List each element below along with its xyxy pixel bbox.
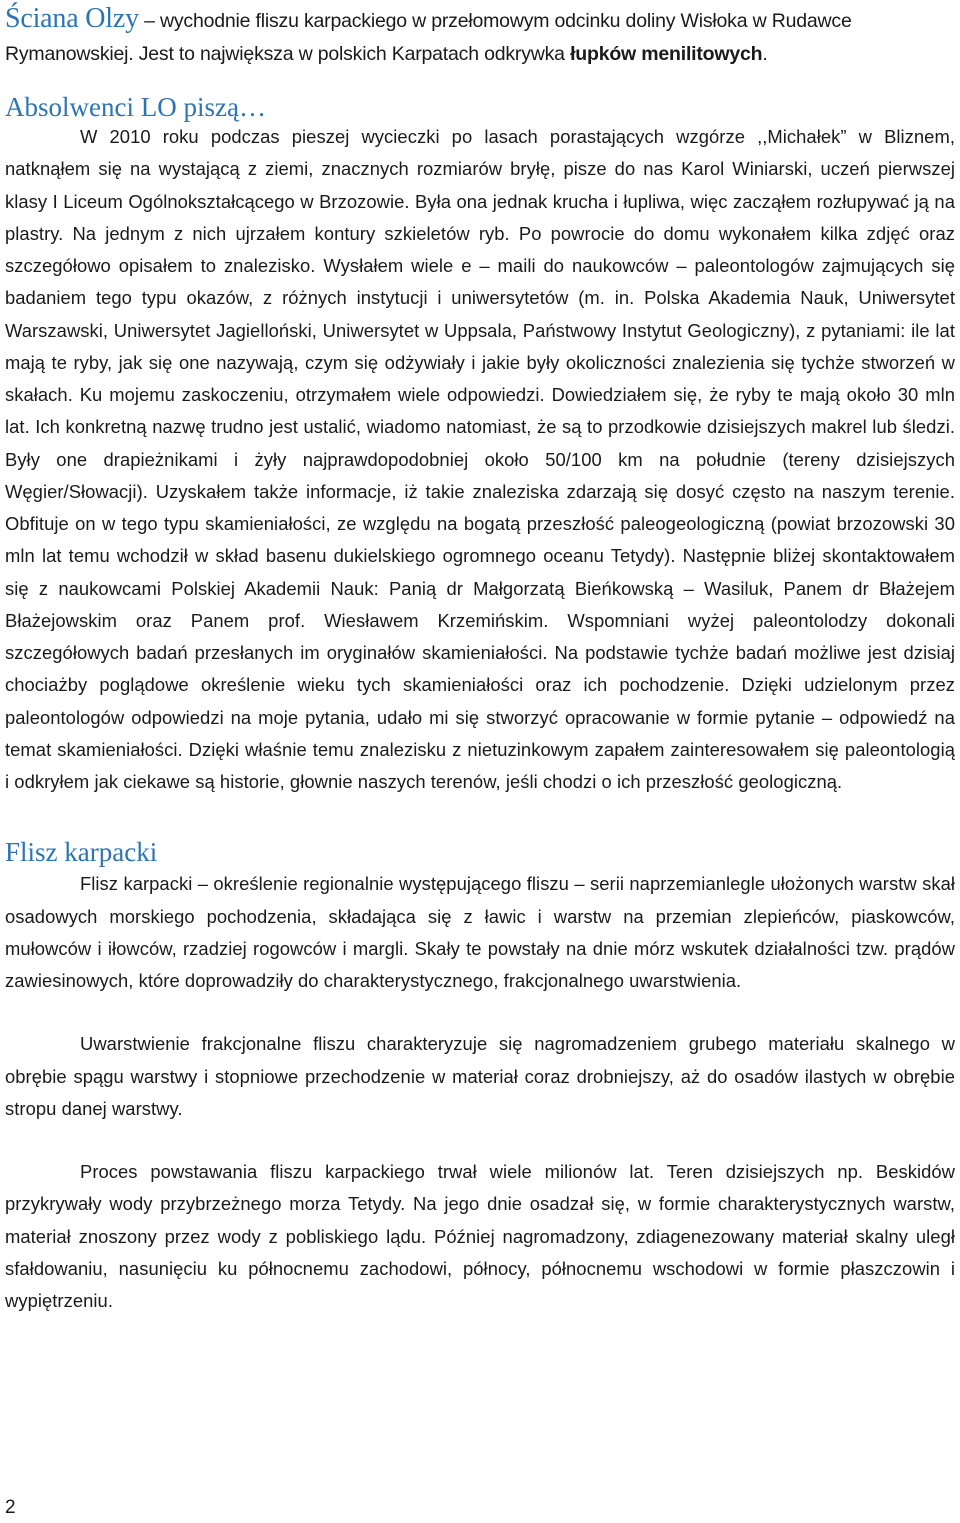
intro-paragraph [5,0,955,71]
flisz-paragraph-3: Proces powstawania fliszu karpackiego trwał wiele milionów lat. Teren dzisiejszych np. Beskidów przykrywały wody przybrzeżnego morza Tetydy. Na jego dnie osadzał się, w formie charakterystycznych warstw, materiał znoszony przez wody z pobliskiego lądu. Później nagromadzony, zdiagenezowany materiał skalny uległ sfałdowaniu, nasunięciu ku północnemu zachodowi, północy, północnemu wschodowi w formie płaszczowin i wypiętrzeniu. [5,1161,955,1311]
intro-title: Ściana Olzy [5,3,139,34]
flisz-paragraph-1: Flisz karpacki – określenie regionalnie występującego fliszu – serii naprzemianlegle ułożonych warstw skał osadowych morskiego pochodzenia, składająca się z ławic i warstw na przemian zlepieńców, piaskowców, mułowców i iłowców, rzadziej rogowców i margli. Skały te powstały na dnie mórz wskutek działalności tzw. prądów zawiesinowych, które doprowadziły do charakterystycznego, frakcjonalnego uwarstwienia. [5,873,955,991]
page-number: 2 [5,1497,16,1518]
flisz-paragraph-2: Uwarstwienie frakcjonalne fliszu charakteryzuje się nagromadzeniem grubego materiału skalnego w obrębie spągu warstwy i stopniowe przechodzenie w materiał coraz drobniejszy, aż do osadów ilastych w obrębie stropu danej warstwy. [5,1033,955,1119]
intro-text-end: . [762,43,768,65]
section-title-flisz: Flisz karpacki [5,837,158,868]
intro-bold-term: łupków menilitowych [570,43,763,65]
section-title-absolwenci: Absolwenci LO piszą… [5,92,266,122]
intro-text: – wychodnie fliszu karpackiego w przełomowym odcinku doliny Wisłoka w Rudawce Rymanowskiej. Jest to największa w polskich Karpatach odkrywka [5,10,852,65]
absolwenci-paragraph: W 2010 roku podczas pieszej wycieczki po lasach porastających wzgórze ,,Michałek” w Bliznem, natknąłem się na wystającą z ziemi, znacznych rozmiarów bryłę, pisze do nas Karol Winiarski, uczeń pierwszej klasy I Liceum Ogólnokształcącego w Brzozowie. Była ona jednak krucha i łupliwa, więc zacząłem rozłupywać ją na plastry. Na jednym z nich ujrzałem kontury szkieletów ryb. Po powrocie do domu wykonałem kilka zdjęć oraz szczegółowo opisałem to znalezisko. Wysłałem wiele e – maili do naukowców – paleontologów zajmujących się badaniem tego typu okazów, z różnych instytucji i uniwersytetów (m. in. Polska Akademia Nauk, Uniwersytet Warszawski, Uniwersytet Jagielloński, Uniwersytet w Uppsala, Państwowy Instytut Geologiczny), z pytaniami: ile lat mają te ryby, jak się one nazywają, czym się odżywiały i jakie były okoliczności znalezienia się tychże stworzeń w skałach. Ku mojemu zaskoczeniu, otrzymałem wiele odpowiedzi. Dowiedziałem się, że ryby te mają około 30 mln lat. Ich konkretną nazwę trudno jest ustalić, wiadomo natomiast, że są to przodkowie dzisiejszych makrel lub śledzi. Były one drapieżnikami i żyły najprawdopodobniej około 50/100 km na południe (tereny dzisiejszych Węgier/Słowacji). Uzyskałem także informacje, iż takie znaleziska zdarzają się dosyć często na naszym terenie. Obfituje on w tego typu skamieniałości, ze względu na bogatą przeszłość paleogeologiczną (powiat brzozowski 30 mln lat temu wchodził w skład basenu dukielskiego ogromnego oceanu Tetydy). Następnie bliżej skontaktowałem się z naukowcami Polskiej Akademii Nauk: Panią dr Małgorzatą Bieńkowską – Wasiluk, Panem dr Błażejem Błażejowskim oraz Panem prof. Wiesławem Krzemińskim. Wspomniani wyżej paleontolodzy dokonali szczegółowych badań przesłanych im oryginałów skamieniałości. Na podstawie tychże badań możliwe jest dzisiaj chociażby poglądowe określenie wieku tych skamieniałości oraz ich pochodzenie. Dzięki udzielonym przez paleontologów odpowiedzi na moje pytania, udało mi się stworzyć opracowanie w formie pytanie – odpowiedź na temat skamieniałości. Dzięki właśnie temu znalezisku z nietuzinkowym zapałem zainteresowałem się paleontologią i odkryłem jak ciekawe są historie, głownie naszych terenów, jeśli chodzi o ich przeszłość geologiczną. [5,126,955,792]
